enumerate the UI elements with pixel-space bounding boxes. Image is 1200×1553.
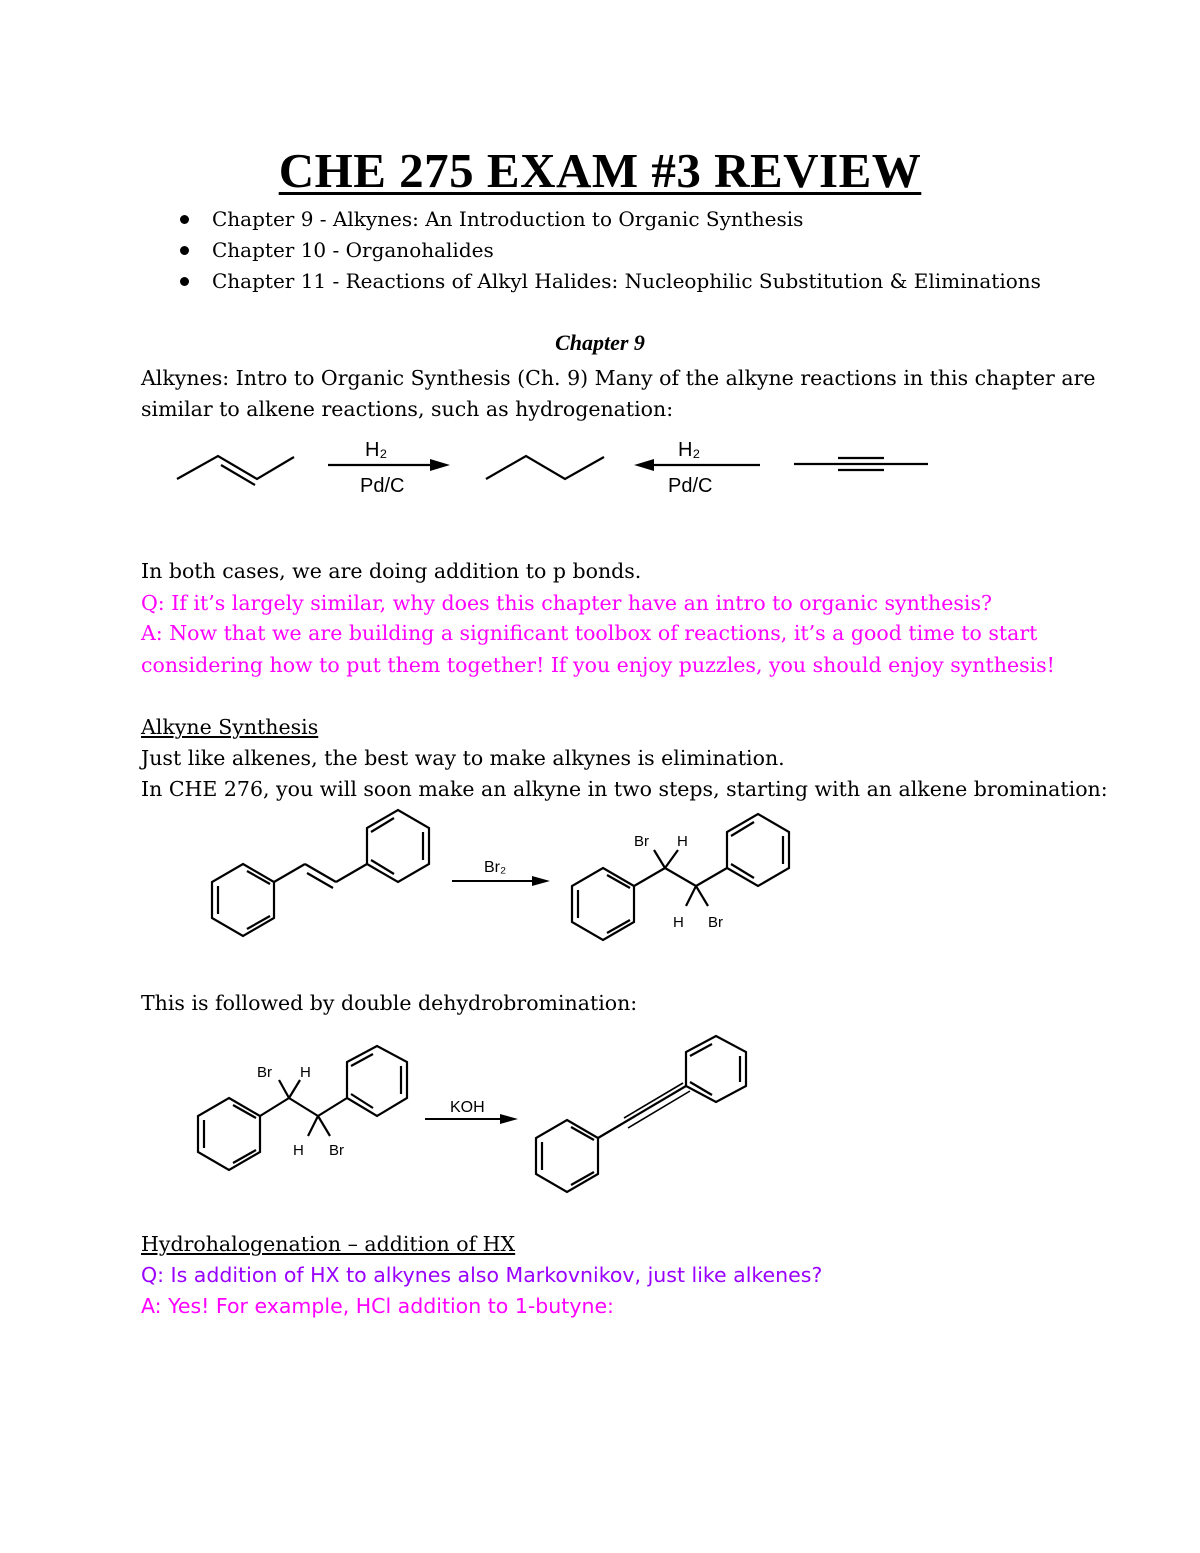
atom-h-1: H xyxy=(677,833,688,850)
list-item: Chapter 10 - Organohalides xyxy=(176,235,1041,266)
bromination-scheme xyxy=(0,810,1200,970)
both-cases-text: In both cases, we are doing addition to p bonds. xyxy=(141,559,642,583)
intro-line-2: similar to alkene reactions, such as hydrogenation: xyxy=(141,397,674,421)
answer-2: A: Yes! For example, HCl addition to 1-butyne: xyxy=(141,1294,614,1318)
forward-arrow xyxy=(328,459,450,471)
hydrohalogenation-heading: Hydrohalogenation – addition of HX xyxy=(141,1232,516,1256)
atom-br-3: Br xyxy=(257,1064,272,1081)
intro-line-1: Alkynes: Intro to Organic Synthesis (Ch. 9) Many of the alkyne reactions in this chapter are xyxy=(141,366,1096,390)
bromine-reagent-label: Br₂ xyxy=(484,859,507,876)
hydrogenation-scheme xyxy=(0,430,1200,540)
bullet-icon xyxy=(180,277,189,286)
page-title: CHE 275 EXAM #3 REVIEW xyxy=(278,143,922,198)
alkene-structure xyxy=(177,456,294,485)
list-item: Chapter 9 - Alkynes: An Introduction to Organic Synthesis xyxy=(176,204,1041,235)
reagent-h2-label-2: H₂ xyxy=(678,439,701,461)
atom-br-1: Br xyxy=(634,833,649,850)
bullet-icon xyxy=(180,215,189,224)
bullet-icon xyxy=(180,246,189,255)
list-item: Chapter 11 - Reactions of Alkyl Halides: Nucleophilic Substitution & Eliminations xyxy=(176,266,1041,297)
stilbene-structure xyxy=(212,810,429,936)
atom-h-2: H xyxy=(673,914,684,931)
alkyne-synthesis-heading: Alkyne Synthesis xyxy=(141,715,319,739)
bromination-arrow xyxy=(452,876,550,886)
chapter-list xyxy=(176,204,1041,297)
alkane-structure xyxy=(486,456,604,479)
atom-br-4: Br xyxy=(329,1142,344,1159)
alkyne-synthesis-line-1: Just like alkenes, the best way to make alkynes is elimination. xyxy=(141,746,785,770)
followed-text: This is followed by double dehydrobromination: xyxy=(141,991,638,1015)
alkyne-synthesis-line-2: In CHE 276, you will soon make an alkyne in two steps, starting with an alkene bromination: xyxy=(141,777,1108,801)
reagent-h2-label-1: H₂ xyxy=(365,439,388,461)
chapter-heading: Chapter 9 xyxy=(555,330,645,355)
answer-1-line-1: A: Now that we are building a significant toolbox of reactions, it’s a good time to start xyxy=(141,621,1038,645)
catalyst-label-1: Pd/C xyxy=(360,475,405,497)
atom-h-3: H xyxy=(300,1064,311,1081)
answer-1-line-2: considering how to put them together! If you enjoy puzzles, you should enjoy synthesis! xyxy=(141,653,1055,677)
atom-br-2: Br xyxy=(708,914,723,931)
dehydrobromination-scheme xyxy=(0,1040,1200,1190)
diphenylacetylene-structure xyxy=(536,1036,746,1192)
question-1: Q: If it’s largely similar, why does this chapter have an intro to organic synthesis? xyxy=(141,591,992,615)
atom-h-4: H xyxy=(293,1142,304,1159)
catalyst-label-2: Pd/C xyxy=(668,475,713,497)
koh-reagent-label: KOH xyxy=(450,1099,485,1116)
alkyne-structure xyxy=(794,458,928,470)
question-2: Q: Is addition of HX to alkynes also Markovnikov, just like alkenes? xyxy=(141,1263,823,1287)
